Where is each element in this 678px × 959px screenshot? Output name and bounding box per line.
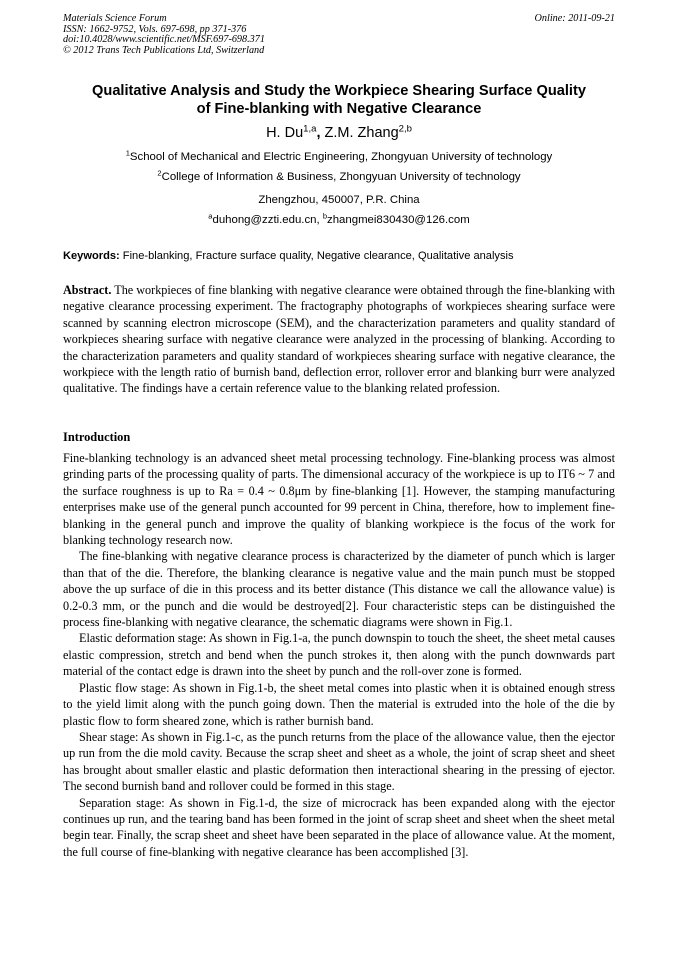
doi-line: doi:10.4028/www.scientific.net/MSF.697-698.371 [63,34,265,46]
email-2: zhangmei830430@126.com [327,214,470,226]
email-1: duhong@zzti.edu.cn, [212,214,323,226]
author-2-sup: 2,b [398,123,412,135]
intro-paragraph: The fine-blanking with negative clearance process is characterized by the diameter of punch which is larger than that of the die. Therefore, the blanking clearance is negative value and the main punch must be stopped above the up surface of die in this process and its better distance (This distance we call the allowance value) is 0.2-0.3 mm, or the punch and die would be destroyed[2]. Four characteristic steps can be distinguished the process fine-blanking with negative clearance, the schematic diagrams were shown in Fig.1. [63,549,615,630]
journal-name: Materials Science Forum [63,13,167,24]
affiliation-1-sup: 1 [125,148,130,158]
intro-paragraph: Fine-blanking technology is an advanced sheet metal processing technology. Fine-blanking process was almost grinding parts of the processing quality of parts. The dimensional accuracy of the workpiece is up to IT6 ~ 7 and the surface roughness is up to Ra = 0.4 ~ 0.8μm by fine-blanking [1]. However, the stamping manufacturing enterprises make use of the general punch accounted for 99 percent in China, therefore, how to implement fine-blanking in the general punch and improve the quality of blanking workpiece is the focus of the work for blanking technology research now. [63,451,615,548]
section-heading-introduction: Introduction [63,430,131,444]
abstract [63,282,615,397]
author-2: Z.M. Zhang [320,125,399,141]
intro-paragraph: Elastic deformation stage: As shown in Fig.1-a, the punch downspin to touch the sheet, the sheet metal causes elastic compression, stretch and bend when the punch strokes it, then along with the punch downwards part material of the contact edge is drawn into the sheet by punch and the roll-over zone is formed. [63,631,615,679]
abstract-label: Abstract. [63,283,112,297]
intro-paragraph: Plastic flow stage: As shown in Fig.1-b, the sheet metal comes into plastic when it is obtained enough stress to the yield limit along with the punch going down. Then the material is extruded into the hole of the die by plastic flow to form sheared zone, which is rather burnish band. [63,680,615,728]
author-list [0,124,678,142]
keywords-text: Fine-blanking, Fracture surface quality, Negative clearance, Qualitative analysis [119,250,514,262]
issn-line: ISSN: 1662-9752, Vols. 697-698, pp 371-376 [63,23,247,35]
intro-paragraph: Separation stage: As shown in Fig.1-d, the size of microcrack has been expanded along with the ejector continues up run, and the tearing band has been formed in the joint of scrap sheet and sheet when the sheet metal begin tear. Finally, the scrap sheet and sheet have been separated in the place of allowance value. At the moment, the full course of fine-blanking with negative clearance has been accomplished [3]. [63,795,615,859]
title-line-2: of Fine-blanking with Negative Clearance [196,101,482,117]
intro-paragraph: Shear stage: As shown in Fig.1-c, as the punch returns from the place of the allowance value, then the ejector up run from the die mold cavity. Because the scrap sheet and sheet as a whole, the joint of scrap sheet and sheet has brought about smaller elastic and plastic deformation then interactional shearing in the pressing of ejector. The second burnish band and rollover could be formed in this stage. [63,729,615,794]
abstract-text: The workpieces of fine blanking with negative clearance were obtained through the fine-blanking with negative clearance processing experiment. The fractography photographs of workpieces shearing surface were scanned by scanning electron microscope (SEM), and the characterization parameters and quality standard of workpieces shearing surface with negative clearance were analyzed in the processing of blanking. According to the characterization parameters and quality standard of workpieces shearing surface with negative clearance, the workpiece with the length ratio of burnish band, deflection error, rollover error and blanking burr were analyzed qualitative. The findings have a certain reference value to the blanking related profession. [63,283,615,396]
affiliation-1 [0,150,678,164]
keywords-label: Keywords: [63,250,120,262]
email-1-sup: a [208,211,213,221]
author-separator: , [316,125,321,141]
affiliation-2-text: College of Information & Business, Zhongyuan University of technology [161,171,521,183]
introduction-body [63,450,615,860]
title-line-1: Qualitative Analysis and Study the Workpiece Shearing Surface Quality [92,83,586,99]
email-2-sup: b [322,211,328,221]
affiliation-2-sup: 2 [157,168,162,178]
paper-title [50,82,628,118]
affiliation-2 [0,170,678,184]
affiliation-1-text: School of Mechanical and Electric Engineering, Zhongyuan University of technology [129,151,553,163]
keywords [63,249,623,263]
author-1: H. Du [266,125,304,141]
affiliation-city: Zhengzhou, 450007, P.R. China [258,194,420,206]
journal-header [63,14,615,57]
author-emails [0,213,678,227]
author-1-sup: 1,a [303,123,317,135]
copyright-line: © 2012 Trans Tech Publications Ltd, Switzerland [63,45,265,57]
online-date: Online: 2011-09-21 [534,13,615,24]
